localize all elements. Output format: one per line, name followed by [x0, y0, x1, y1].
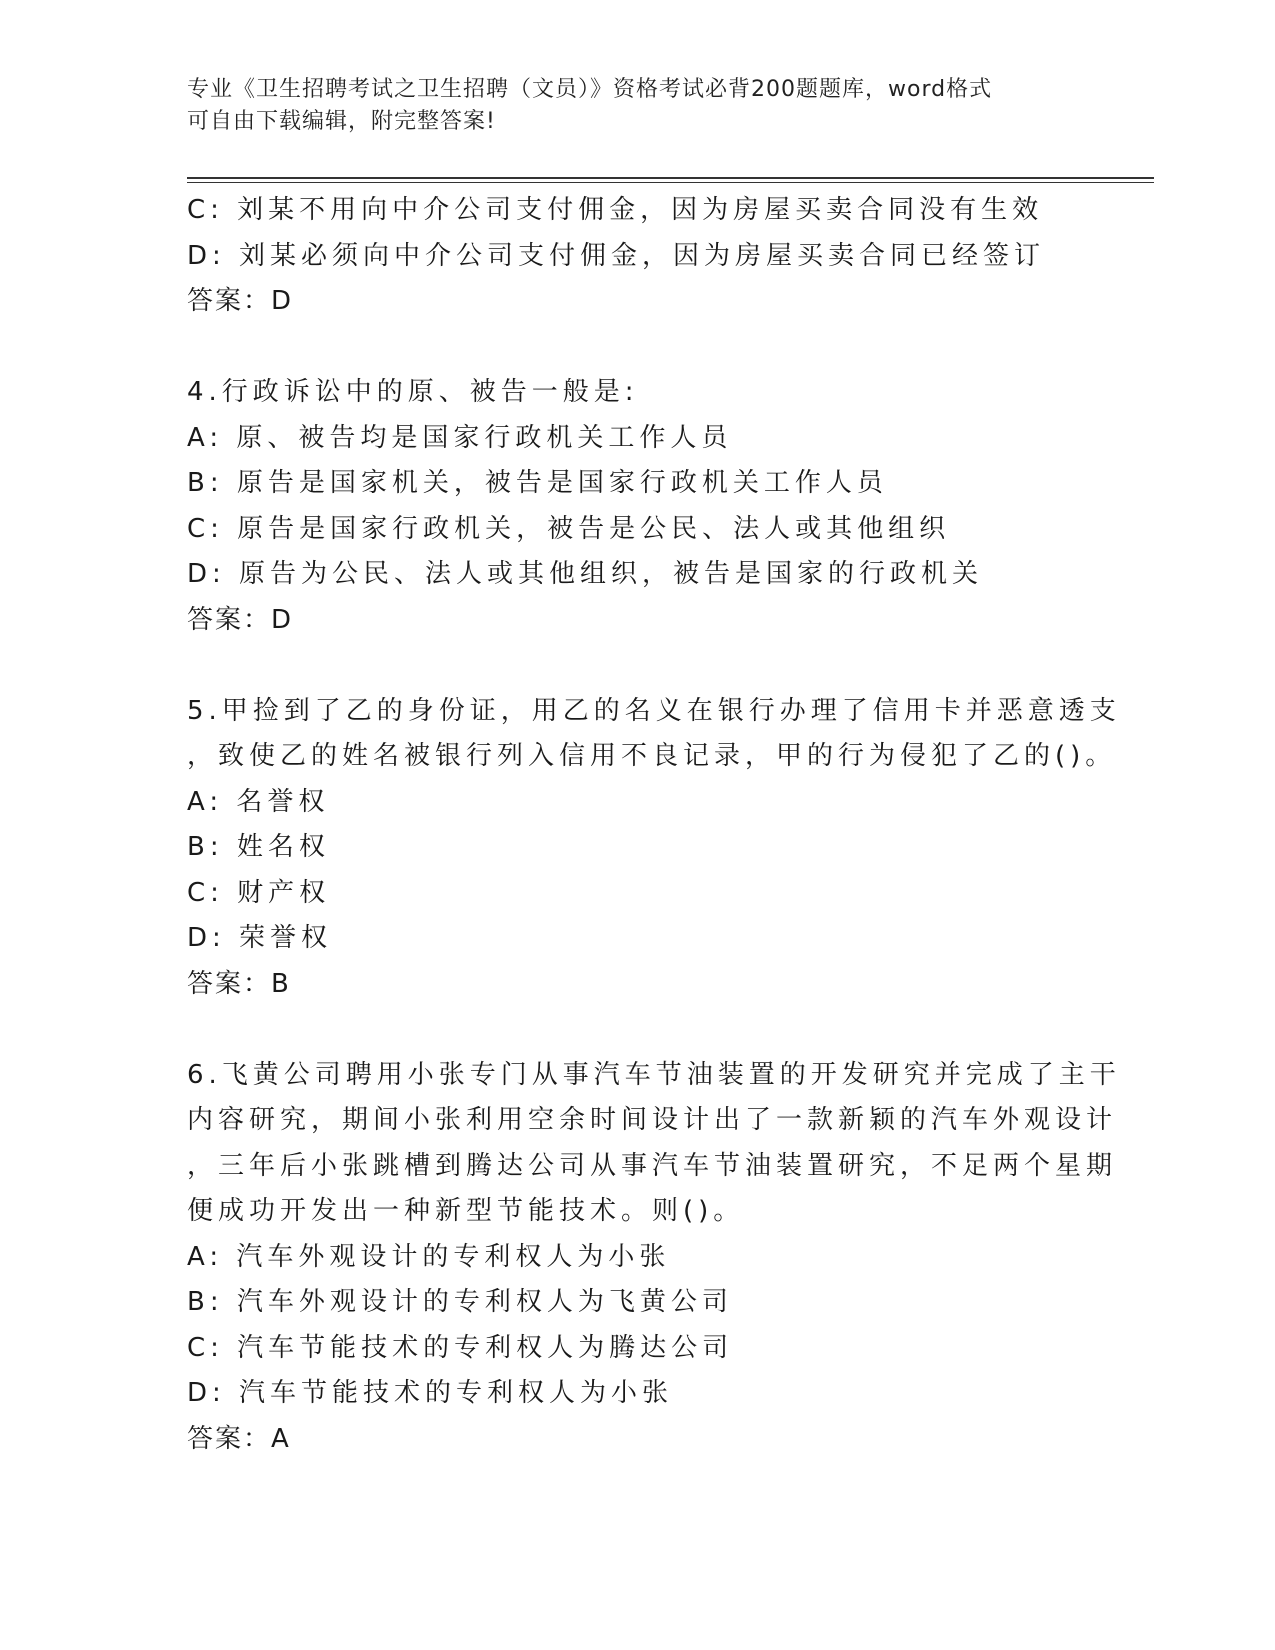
option-d: D: 刘某必须向中介公司支付佣金，因为房屋买卖合同已经签订 [187, 240, 1046, 271]
question-continued [187, 188, 1087, 325]
spacer [187, 1007, 1087, 1053]
question-stem: 5.甲捡到了乙的身份证，用乙的名义在银行办理了信用卡并恶意透支 [187, 695, 1121, 726]
option-c: C: 原告是国家行政机关，被告是公民、法人或其他组织 [187, 513, 951, 544]
option-b: B: 汽车外观设计的专利权人为飞黄公司 [187, 1287, 733, 1317]
question-list [187, 188, 1121, 1462]
option-d: D: 汽车节能技术的专利权人为小张 [187, 1378, 674, 1408]
spacer [187, 325, 1087, 371]
page-header [187, 74, 1087, 138]
option-a: A: 名誉权 [187, 786, 330, 817]
question-stem: 便成功开发出一种新型节能技术。则()。 [187, 1196, 745, 1226]
spacer [187, 643, 1087, 689]
answer: 答案：D [187, 604, 294, 635]
option-d: D: 荣誉权 [187, 923, 333, 953]
question-stem: ，三年后小张跳槽到腾达公司从事汽车节油装置研究，不足两个星期 [187, 1150, 1118, 1181]
question-stem: 6.飞黄公司聘用小张专门从事汽车节油装置的开发研究并完成了主干 [187, 1059, 1121, 1090]
question-stem: ，致使乙的姓名被银行列入信用不良记录，甲的行为侵犯了乙的()。 [187, 741, 1117, 771]
answer: 答案：D [187, 286, 294, 316]
option-c: C: 刘某不用向中介公司支付佣金，因为房屋买卖合同没有生效 [187, 195, 1044, 225]
answer: 答案：A [187, 1423, 291, 1454]
question-4 [187, 370, 1087, 643]
question-5 [187, 689, 1121, 1008]
option-c: C: 汽车节能技术的专利权人为腾达公司 [187, 1332, 734, 1363]
header-divider-thin [187, 182, 1154, 183]
header-line-2: 可自由下载编辑，附完整答案! [187, 109, 496, 134]
option-b: B: 原告是国家机关，被告是国家行政机关工作人员 [187, 468, 888, 498]
option-d: D: 原告为公民、法人或其他组织，被告是国家的行政机关 [187, 559, 984, 589]
question-6 [187, 1053, 1121, 1463]
option-b: B: 姓名权 [187, 832, 330, 862]
answer: 答案：B [187, 968, 291, 999]
question-stem: 内容研究，期间小张利用空余时间设计出了一款新颖的汽车外观设计 [187, 1105, 1118, 1135]
header-divider-thick [187, 177, 1154, 179]
header-line-1: 专业《卫生招聘考试之卫生招聘（文员）》资格考试必背200题题库，word格式 [187, 77, 993, 102]
option-a: A: 原、被告均是国家行政机关工作人员 [187, 422, 733, 453]
question-stem: 4.行政诉讼中的原、被告一般是: [187, 377, 639, 407]
option-c: C: 财产权 [187, 877, 331, 908]
option-a: A: 汽车外观设计的专利权人为小张 [187, 1241, 671, 1272]
